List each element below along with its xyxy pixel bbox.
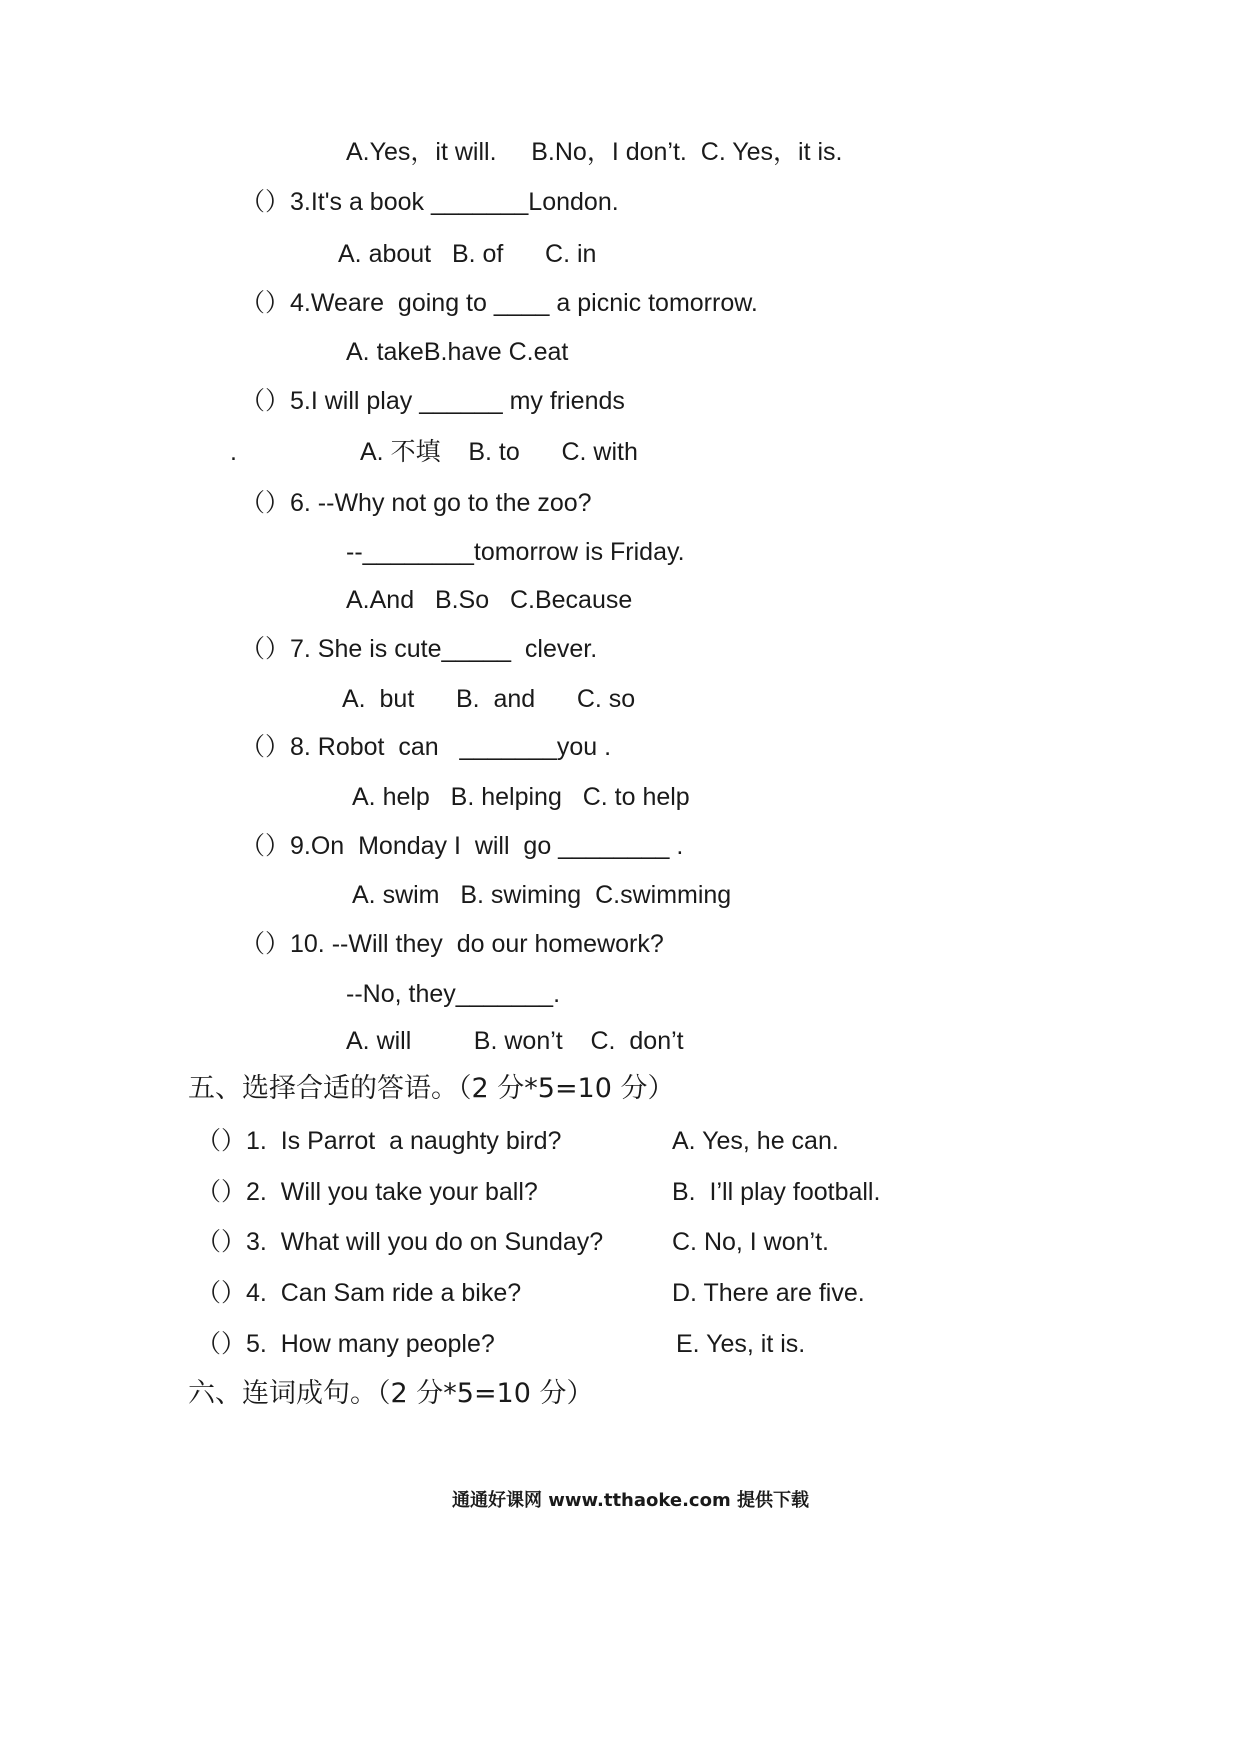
q6-answer-line: --________tomorrow is Friday. (346, 538, 685, 566)
matching-answer-d: D. There are five. (672, 1279, 865, 1307)
footer-download-note: 通通好课网 www.tthaoke.com 提供下载 (452, 1490, 809, 1511)
matching-answer-b: B. I’ll play football. (672, 1178, 881, 1206)
matching-question-4: （）4. Can Sam ride a bike? (196, 1279, 522, 1307)
q9-options: A. swim B. swiming C.swimming (352, 881, 732, 909)
matching-question-5: （）5. How many people? (196, 1330, 495, 1358)
question-4: （）4.Weare going to ____ a picnic tomorrow. (240, 289, 758, 317)
q10-options: A. will B. won’t C. don’t (346, 1027, 684, 1055)
question-10: （）10. --Will they do our homework? (240, 930, 664, 958)
question-6: （）6. --Why not go to the zoo? (240, 489, 592, 517)
question-9: （）9.On Monday I will go ________ . (240, 832, 684, 860)
matching-answer-c: C. No, I won’t. (672, 1228, 829, 1256)
q5-options: A. 不填 B. to C. with (360, 438, 638, 466)
question-5: （）5.I will play ______ my friends (240, 387, 625, 415)
question-3: （）3.It's a book _______London. (240, 188, 619, 216)
q4-options: A. takeB.have C.eat (346, 338, 569, 366)
q2-options: A.Yes，it will. B.No，I don’t. C. Yes，it is. (346, 138, 843, 166)
section6-heading: 六、连词成句。（2 分*5=10 分） (188, 1378, 594, 1409)
question-8: （）8. Robot can _______you . (240, 733, 612, 761)
q7-options: A. but B. and C. so (342, 685, 636, 713)
q8-options: A. help B. helping C. to help (352, 783, 690, 811)
matching-question-1: （）1. Is Parrot a naughty bird? (196, 1127, 562, 1155)
q6-options: A.And B.So C.Because (346, 586, 633, 614)
q5-dot: . (230, 438, 237, 466)
q3-options: A. about B. of C. in (338, 240, 597, 268)
matching-answer-a: A. Yes, he can. (672, 1127, 839, 1155)
question-7: （）7. She is cute_____ clever. (240, 635, 598, 663)
matching-question-3: （）3. What will you do on Sunday? (196, 1228, 604, 1256)
matching-answer-e: E. Yes, it is. (676, 1330, 806, 1358)
q10-answer-line: --No, they_______. (346, 980, 561, 1008)
matching-question-2: （）2. Will you take your ball? (196, 1178, 538, 1206)
section5-heading: 五、选择合适的答语。（2 分*5=10 分） (188, 1073, 675, 1104)
